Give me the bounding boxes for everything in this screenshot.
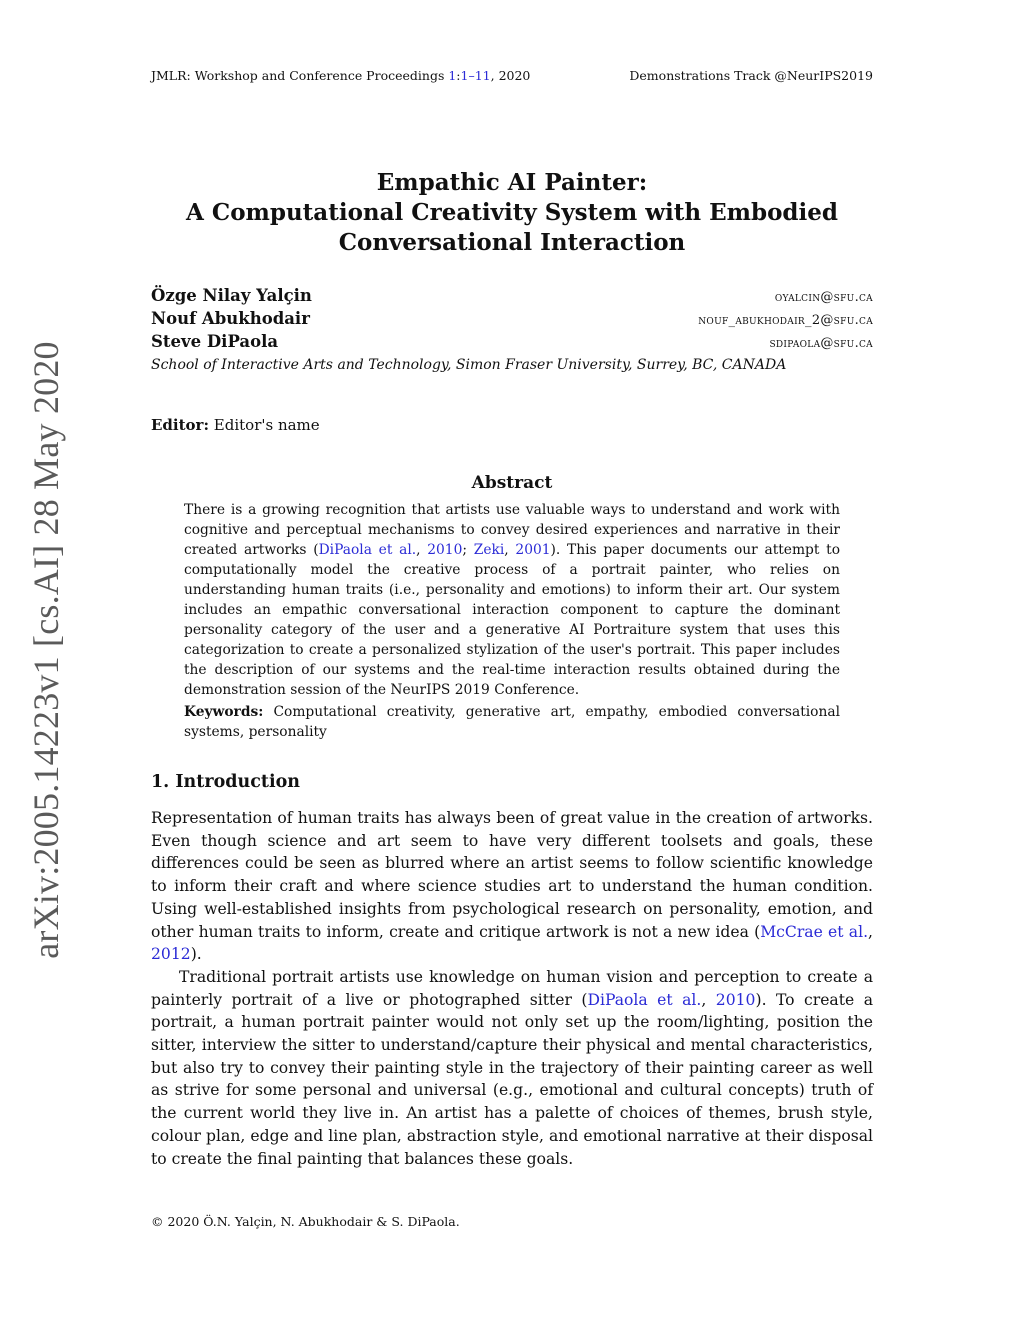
author-block xyxy=(151,286,873,373)
copyright-notice: © 2020 Ö.N. Yalçin, N. Abukhodair & S. DiPaola. xyxy=(151,1214,460,1229)
author-email: oyalcin@sfu.ca xyxy=(774,290,873,305)
citation-link[interactable]: DiPaola et al. xyxy=(587,990,702,1009)
paper-title xyxy=(151,168,873,258)
pages-link[interactable]: 1–11 xyxy=(460,68,491,83)
author-name: Özge Nilay Yalçin xyxy=(151,286,312,305)
title-line-1: Empathic AI Painter: xyxy=(376,169,648,196)
citation-year-link[interactable]: 2010 xyxy=(715,990,756,1009)
running-header-left: JMLR: Workshop and Conference Proceedings 1:1–11, 2020 xyxy=(151,68,531,83)
citation-link[interactable]: DiPaola et al. xyxy=(318,542,417,558)
title-line-3: Conversational Interaction xyxy=(338,229,686,256)
citation-year-link[interactable]: 2012 xyxy=(151,945,191,964)
citation-link[interactable]: Zeki xyxy=(473,542,505,558)
author-name: Nouf Abukhodair xyxy=(151,309,310,328)
editor-line xyxy=(151,416,320,434)
author-name: Steve DiPaola xyxy=(151,332,279,351)
author-email: nouf_abukhodair_2@sfu.ca xyxy=(698,313,873,328)
volume-link[interactable]: 1 xyxy=(448,68,457,83)
section-heading-introduction: 1. Introduction xyxy=(151,772,300,792)
author-row xyxy=(151,286,873,309)
paragraph: Traditional portrait artists use knowledge on human vision and perception to create a painterly portrait of a live or photographed sitter (DiPaola et al., 2010). To create a portrait, a human portrait painter would not only set up the room/lighting, position the sitter, interview the sitter to understand/capture their physical and mental characteristics, but also try to convey their painting style in the trajectory of their painting career as well as strive for some personal and universal (e.g., emotional and cultural concepts) truth of the current world they live in. An artist has a palette of choices of themes, brush style, colour plan, edge and line plan, abstraction style, and emotional narrative at their disposal to create the final painting that balances these goals. xyxy=(151,967,873,1168)
affiliation: School of Interactive Arts and Technology, Simon Fraser University, Surrey, BC, CANADA xyxy=(151,357,787,373)
introduction-body xyxy=(151,807,873,1170)
paragraph: Representation of human traits has always been of great value in the creation of artworks. Even though science and art seem to have very different toolsets and goals, these differences could be seen as blurred where an artist seems to follow scientific knowledge to inform their craft and where science studies art to understand the human condition. Using well-established insights from psychological research on personality, emotion, and other human traits to inform, create and critique artwork is not a new idea (McCrae et al., 2012). xyxy=(151,809,873,964)
keywords xyxy=(184,702,840,742)
citation-link[interactable]: McCrae et al. xyxy=(760,922,869,941)
citation-year-link[interactable]: 2010 xyxy=(427,542,463,558)
citation-year-link[interactable]: 2001 xyxy=(515,542,551,558)
keywords-value: Computational creativity, generative art, empathy, embodied conversational systems, personality xyxy=(184,704,840,740)
abstract-heading: Abstract xyxy=(471,473,553,493)
arxiv-stamp: arXiv:2005.14223v1 [cs.AI] 28 May 2020 xyxy=(26,341,66,959)
author-email: sdipaola@sfu.ca xyxy=(769,336,873,351)
running-header-right: Demonstrations Track @NeurIPS2019 xyxy=(629,68,873,83)
author-row xyxy=(151,309,873,332)
author-row xyxy=(151,332,873,355)
editor-label: Editor: xyxy=(151,416,209,434)
editor-value: Editor's name xyxy=(213,416,320,434)
keywords-label: Keywords: xyxy=(184,704,264,720)
abstract-body: There is a growing recognition that artists use valuable ways to understand and work with cognitive and perceptual mechanisms to convey desired experiences and narrative in their created artworks (DiPaola et al., 2010; Zeki, 2001). This paper documents our attempt to computationally model the creative process of a portrait painter, who relies on understanding human traits (i.e., personality and emotions) to inform their art. Our system includes an empathic conversational interaction component to capture the dominant personality category of the user and a generative AI Portraiture system that uses this categorization to create a personalized stylization of the user's portrait. This paper includes the description of our systems and the real-time interaction results obtained during the demonstration session of the NeurIPS 2019 Conference. xyxy=(184,502,841,698)
title-line-2: A Computational Creativity System with Embodied xyxy=(186,199,838,226)
